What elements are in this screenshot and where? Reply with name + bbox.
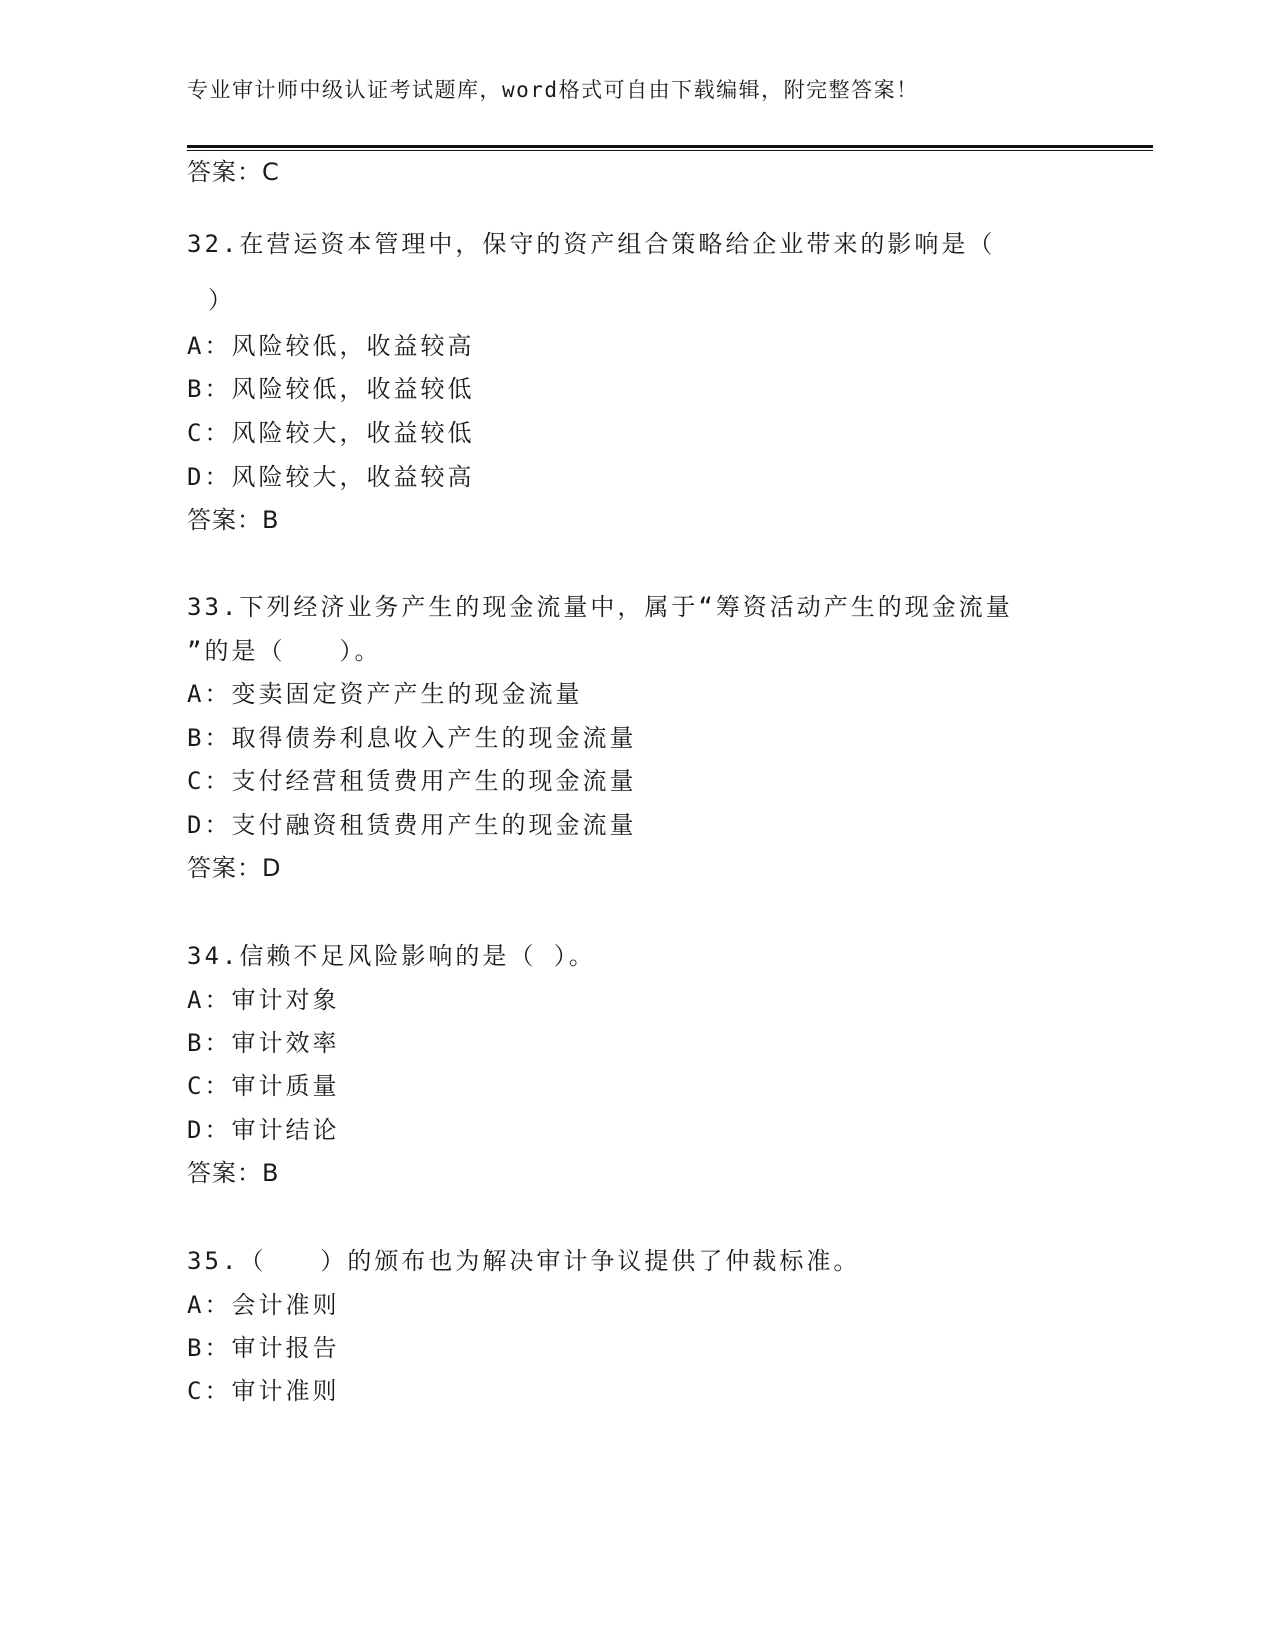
question-34-option-b: B：审计效率 — [187, 1029, 340, 1057]
question-32-stem: 32.在营运资本管理中，保守的资产组合策略给企业带来的影响是（ — [187, 230, 996, 258]
question-32-option-d: D：风险较大，收益较高 — [187, 463, 475, 491]
question-34-option-d: D：审计结论 — [187, 1116, 340, 1144]
answer-34: 答案：B — [187, 1159, 280, 1187]
answer-31: 答案：C — [187, 158, 280, 186]
question-35-option-c: C：审计准则 — [187, 1377, 340, 1405]
question-35-stem: 35.（ ）的颁布也为解决审计争议提供了仲裁标准。 — [187, 1247, 861, 1275]
question-34-option-a: A：审计对象 — [187, 986, 340, 1014]
question-34-option-c: C：审计质量 — [187, 1072, 340, 1100]
question-35-option-b: B：审计报告 — [187, 1334, 340, 1362]
question-32-option-b: B：风险较低，收益较低 — [187, 375, 475, 403]
header-rule-thick — [187, 145, 1153, 148]
question-32-stem-cont: ） — [208, 286, 235, 314]
question-32-option-a: A：风险较低，收益较高 — [187, 332, 475, 360]
header-rule-thin — [187, 150, 1153, 151]
question-32-option-c: C：风险较大，收益较低 — [187, 419, 475, 447]
question-33-stem-cont: ”的是（ ）。 — [187, 637, 382, 665]
question-34-stem: 34.信赖不足风险影响的是（ ）。 — [187, 942, 596, 970]
answer-32: 答案：B — [187, 506, 280, 534]
document-header: 专业审计师中级认证考试题库，word格式可自由下载编辑，附完整答案！ — [187, 78, 919, 102]
question-33-stem: 33.下列经济业务产生的现金流量中，属于“筹资活动产生的现金流量 — [187, 593, 1013, 621]
question-33-option-a: A：变卖固定资产产生的现金流量 — [187, 680, 583, 708]
question-33-option-c: C：支付经营租赁费用产生的现金流量 — [187, 767, 637, 795]
question-35-option-a: A：会计准则 — [187, 1291, 340, 1319]
question-33-option-d: D：支付融资租赁费用产生的现金流量 — [187, 811, 637, 839]
answer-33: 答案：D — [187, 854, 282, 882]
question-33-option-b: B：取得债券利息收入产生的现金流量 — [187, 724, 637, 752]
